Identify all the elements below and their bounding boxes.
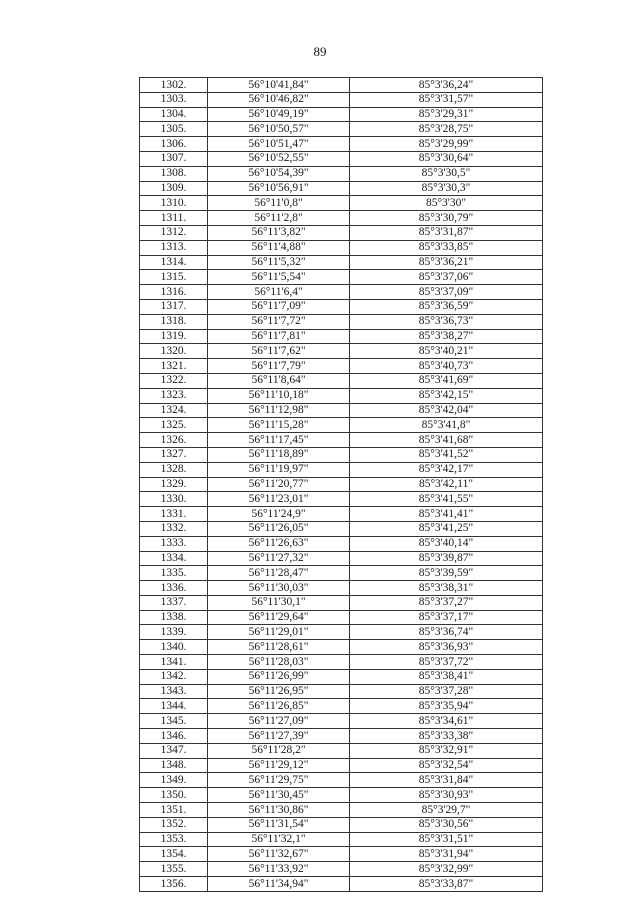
longitude-cell: 85°3'40,21"	[350, 344, 543, 359]
longitude-cell: 85°3'31,84"	[350, 773, 543, 788]
latitude-cell: 56°11'32,1"	[208, 832, 350, 847]
longitude-cell: 85°3'30,79"	[350, 211, 543, 226]
point-number-cell: 1345.	[140, 714, 208, 729]
table-row	[140, 196, 543, 211]
table-row	[140, 610, 543, 625]
latitude-cell: 56°10'41,84"	[208, 78, 350, 93]
latitude-cell: 56°11'5,32"	[208, 255, 350, 270]
latitude-cell: 56°11'31,54"	[208, 817, 350, 832]
longitude-cell: 85°3'30"	[350, 196, 543, 211]
point-number-cell: 1326.	[140, 433, 208, 448]
table-row	[140, 122, 543, 137]
longitude-cell: 85°3'35,94"	[350, 699, 543, 714]
longitude-cell: 85°3'31,57"	[350, 92, 543, 107]
longitude-cell: 85°3'37,17"	[350, 610, 543, 625]
table-row	[140, 314, 543, 329]
table-row	[140, 107, 543, 122]
latitude-cell: 56°11'27,09"	[208, 714, 350, 729]
table-row	[140, 729, 543, 744]
latitude-cell: 56°11'24,9"	[208, 507, 350, 522]
table-row	[140, 817, 543, 832]
longitude-cell: 85°3'36,93"	[350, 640, 543, 655]
point-number-cell: 1311.	[140, 211, 208, 226]
latitude-cell: 56°11'29,75"	[208, 773, 350, 788]
table-row	[140, 684, 543, 699]
point-number-cell: 1328.	[140, 462, 208, 477]
latitude-cell: 56°11'0,8"	[208, 196, 350, 211]
latitude-cell: 56°11'15,28"	[208, 418, 350, 433]
point-number-cell: 1316.	[140, 285, 208, 300]
point-number-cell: 1334.	[140, 551, 208, 566]
latitude-cell: 56°11'32,67"	[208, 847, 350, 862]
latitude-cell: 56°11'27,39"	[208, 729, 350, 744]
latitude-cell: 56°10'51,47"	[208, 137, 350, 152]
longitude-cell: 85°3'38,31"	[350, 581, 543, 596]
table-row	[140, 595, 543, 610]
longitude-cell: 85°3'32,91"	[350, 743, 543, 758]
table-row	[140, 640, 543, 655]
longitude-cell: 85°3'41,55"	[350, 492, 543, 507]
latitude-cell: 56°11'7,62"	[208, 344, 350, 359]
latitude-cell: 56°10'50,57"	[208, 122, 350, 137]
table-row	[140, 359, 543, 374]
point-number-cell: 1349.	[140, 773, 208, 788]
longitude-cell: 85°3'37,72"	[350, 655, 543, 670]
table-row	[140, 388, 543, 403]
longitude-cell: 85°3'41,68"	[350, 433, 543, 448]
point-number-cell: 1333.	[140, 536, 208, 551]
point-number-cell: 1344.	[140, 699, 208, 714]
table-row	[140, 285, 543, 300]
table-row	[140, 78, 543, 93]
point-number-cell: 1313.	[140, 240, 208, 255]
latitude-cell: 56°11'7,79"	[208, 359, 350, 374]
point-number-cell: 1343.	[140, 684, 208, 699]
table-row	[140, 492, 543, 507]
latitude-cell: 56°11'26,99"	[208, 669, 350, 684]
longitude-cell: 85°3'32,99"	[350, 862, 543, 877]
point-number-cell: 1309.	[140, 181, 208, 196]
latitude-cell: 56°11'18,89"	[208, 447, 350, 462]
point-number-cell: 1335.	[140, 566, 208, 581]
point-number-cell: 1305.	[140, 122, 208, 137]
longitude-cell: 85°3'36,74"	[350, 625, 543, 640]
longitude-cell: 85°3'42,04"	[350, 403, 543, 418]
point-number-cell: 1355.	[140, 862, 208, 877]
table-row	[140, 255, 543, 270]
longitude-cell: 85°3'30,64"	[350, 151, 543, 166]
point-number-cell: 1319.	[140, 329, 208, 344]
coordinates-table-body	[140, 78, 543, 892]
longitude-cell: 85°3'30,3"	[350, 181, 543, 196]
point-number-cell: 1342.	[140, 669, 208, 684]
table-row	[140, 699, 543, 714]
latitude-cell: 56°11'28,03"	[208, 655, 350, 670]
longitude-cell: 85°3'31,87"	[350, 225, 543, 240]
longitude-cell: 85°3'36,24"	[350, 78, 543, 93]
point-number-cell: 1312.	[140, 225, 208, 240]
longitude-cell: 85°3'38,41"	[350, 669, 543, 684]
latitude-cell: 56°11'5,54"	[208, 270, 350, 285]
longitude-cell: 85°3'41,41"	[350, 507, 543, 522]
longitude-cell: 85°3'29,99"	[350, 137, 543, 152]
table-row	[140, 521, 543, 536]
table-row	[140, 211, 543, 226]
longitude-cell: 85°3'36,73"	[350, 314, 543, 329]
latitude-cell: 56°11'29,01"	[208, 625, 350, 640]
page-number: 89	[313, 44, 327, 59]
table-row	[140, 329, 543, 344]
table-row	[140, 847, 543, 862]
point-number-cell: 1348.	[140, 758, 208, 773]
longitude-cell: 85°3'36,59"	[350, 299, 543, 314]
point-number-cell: 1317.	[140, 299, 208, 314]
latitude-cell: 56°11'28,61"	[208, 640, 350, 655]
latitude-cell: 56°10'56,91"	[208, 181, 350, 196]
table-row	[140, 566, 543, 581]
latitude-cell: 56°11'4,88"	[208, 240, 350, 255]
point-number-cell: 1350.	[140, 788, 208, 803]
table-row	[140, 714, 543, 729]
table-row	[140, 669, 543, 684]
point-number-cell: 1356.	[140, 877, 208, 892]
table-row	[140, 877, 543, 892]
longitude-cell: 85°3'42,17"	[350, 462, 543, 477]
longitude-cell: 85°3'39,87"	[350, 551, 543, 566]
longitude-cell: 85°3'30,56"	[350, 817, 543, 832]
latitude-cell: 56°11'30,03"	[208, 581, 350, 596]
point-number-cell: 1323.	[140, 388, 208, 403]
point-number-cell: 1337.	[140, 595, 208, 610]
latitude-cell: 56°11'7,81"	[208, 329, 350, 344]
latitude-cell: 56°11'2,8"	[208, 211, 350, 226]
point-number-cell: 1322.	[140, 373, 208, 388]
longitude-cell: 85°3'30,5"	[350, 166, 543, 181]
point-number-cell: 1354.	[140, 847, 208, 862]
table-row	[140, 788, 543, 803]
table-row	[140, 536, 543, 551]
point-number-cell: 1332.	[140, 521, 208, 536]
point-number-cell: 1351.	[140, 803, 208, 818]
latitude-cell: 56°11'30,86"	[208, 803, 350, 818]
longitude-cell: 85°3'41,69"	[350, 373, 543, 388]
latitude-cell: 56°11'26,85"	[208, 699, 350, 714]
longitude-cell: 85°3'31,51"	[350, 832, 543, 847]
latitude-cell: 56°11'30,45"	[208, 788, 350, 803]
longitude-cell: 85°3'37,06"	[350, 270, 543, 285]
longitude-cell: 85°3'41,52"	[350, 447, 543, 462]
point-number-cell: 1329.	[140, 477, 208, 492]
longitude-cell: 85°3'33,38"	[350, 729, 543, 744]
point-number-cell: 1336.	[140, 581, 208, 596]
latitude-cell: 56°10'52,55"	[208, 151, 350, 166]
longitude-cell: 85°3'37,09"	[350, 285, 543, 300]
point-number-cell: 1318.	[140, 314, 208, 329]
table-row	[140, 462, 543, 477]
longitude-cell: 85°3'37,28"	[350, 684, 543, 699]
latitude-cell: 56°10'49,19"	[208, 107, 350, 122]
latitude-cell: 56°11'26,63"	[208, 536, 350, 551]
point-number-cell: 1314.	[140, 255, 208, 270]
longitude-cell: 85°3'37,27"	[350, 595, 543, 610]
point-number-cell: 1325.	[140, 418, 208, 433]
latitude-cell: 56°11'7,72"	[208, 314, 350, 329]
table-row	[140, 803, 543, 818]
latitude-cell: 56°11'26,05"	[208, 521, 350, 536]
point-number-cell: 1303.	[140, 92, 208, 107]
table-row	[140, 181, 543, 196]
table-row	[140, 373, 543, 388]
table-row	[140, 625, 543, 640]
point-number-cell: 1352.	[140, 817, 208, 832]
longitude-cell: 85°3'40,14"	[350, 536, 543, 551]
point-number-cell: 1307.	[140, 151, 208, 166]
longitude-cell: 85°3'29,31"	[350, 107, 543, 122]
table-row	[140, 655, 543, 670]
table-row	[140, 832, 543, 847]
point-number-cell: 1315.	[140, 270, 208, 285]
point-number-cell: 1304.	[140, 107, 208, 122]
point-number-cell: 1347.	[140, 743, 208, 758]
longitude-cell: 85°3'30,93"	[350, 788, 543, 803]
latitude-cell: 56°11'27,32"	[208, 551, 350, 566]
table-row	[140, 344, 543, 359]
point-number-cell: 1308.	[140, 166, 208, 181]
latitude-cell: 56°11'8,64"	[208, 373, 350, 388]
latitude-cell: 56°10'54,39"	[208, 166, 350, 181]
latitude-cell: 56°11'33,92"	[208, 862, 350, 877]
point-number-cell: 1338.	[140, 610, 208, 625]
table-row	[140, 225, 543, 240]
table-row	[140, 270, 543, 285]
latitude-cell: 56°11'7,09"	[208, 299, 350, 314]
latitude-cell: 56°11'26,95"	[208, 684, 350, 699]
table-row	[140, 166, 543, 181]
table-row	[140, 507, 543, 522]
point-number-cell: 1320.	[140, 344, 208, 359]
table-row	[140, 92, 543, 107]
point-number-cell: 1346.	[140, 729, 208, 744]
latitude-cell: 56°11'28,47"	[208, 566, 350, 581]
table-row	[140, 551, 543, 566]
table-row	[140, 743, 543, 758]
point-number-cell: 1306.	[140, 137, 208, 152]
table-row	[140, 299, 543, 314]
longitude-cell: 85°3'40,73"	[350, 359, 543, 374]
longitude-cell: 85°3'36,21"	[350, 255, 543, 270]
point-number-cell: 1321.	[140, 359, 208, 374]
table-row	[140, 447, 543, 462]
latitude-cell: 56°11'12,98"	[208, 403, 350, 418]
latitude-cell: 56°11'30,1"	[208, 595, 350, 610]
latitude-cell: 56°11'3,82"	[208, 225, 350, 240]
coordinates-table	[139, 77, 543, 892]
latitude-cell: 56°11'6,4"	[208, 285, 350, 300]
table-row	[140, 477, 543, 492]
longitude-cell: 85°3'28,75"	[350, 122, 543, 137]
point-number-cell: 1353.	[140, 832, 208, 847]
longitude-cell: 85°3'41,8"	[350, 418, 543, 433]
latitude-cell: 56°11'29,64"	[208, 610, 350, 625]
latitude-cell: 56°10'46,82"	[208, 92, 350, 107]
table-row	[140, 240, 543, 255]
longitude-cell: 85°3'33,85"	[350, 240, 543, 255]
longitude-cell: 85°3'38,27"	[350, 329, 543, 344]
latitude-cell: 56°11'34,94"	[208, 877, 350, 892]
latitude-cell: 56°11'20,77"	[208, 477, 350, 492]
longitude-cell: 85°3'32,54"	[350, 758, 543, 773]
latitude-cell: 56°11'19,97"	[208, 462, 350, 477]
latitude-cell: 56°11'17,45"	[208, 433, 350, 448]
table-row	[140, 581, 543, 596]
longitude-cell: 85°3'34,61"	[350, 714, 543, 729]
longitude-cell: 85°3'41,25"	[350, 521, 543, 536]
point-number-cell: 1324.	[140, 403, 208, 418]
latitude-cell: 56°11'10,18"	[208, 388, 350, 403]
point-number-cell: 1327.	[140, 447, 208, 462]
table-row	[140, 773, 543, 788]
latitude-cell: 56°11'29,12"	[208, 758, 350, 773]
longitude-cell: 85°3'42,11"	[350, 477, 543, 492]
point-number-cell: 1302.	[140, 78, 208, 93]
longitude-cell: 85°3'39,59"	[350, 566, 543, 581]
point-number-cell: 1339.	[140, 625, 208, 640]
table-row	[140, 137, 543, 152]
table-row	[140, 862, 543, 877]
point-number-cell: 1330.	[140, 492, 208, 507]
longitude-cell: 85°3'29,7"	[350, 803, 543, 818]
longitude-cell: 85°3'42,15"	[350, 388, 543, 403]
table-row	[140, 151, 543, 166]
table-row	[140, 433, 543, 448]
latitude-cell: 56°11'23,01"	[208, 492, 350, 507]
point-number-cell: 1341.	[140, 655, 208, 670]
longitude-cell: 85°3'31,94"	[350, 847, 543, 862]
point-number-cell: 1331.	[140, 507, 208, 522]
table-row	[140, 758, 543, 773]
point-number-cell: 1340.	[140, 640, 208, 655]
latitude-cell: 56°11'28,2"	[208, 743, 350, 758]
longitude-cell: 85°3'33,87"	[350, 877, 543, 892]
table-row	[140, 403, 543, 418]
table-row	[140, 418, 543, 433]
point-number-cell: 1310.	[140, 196, 208, 211]
